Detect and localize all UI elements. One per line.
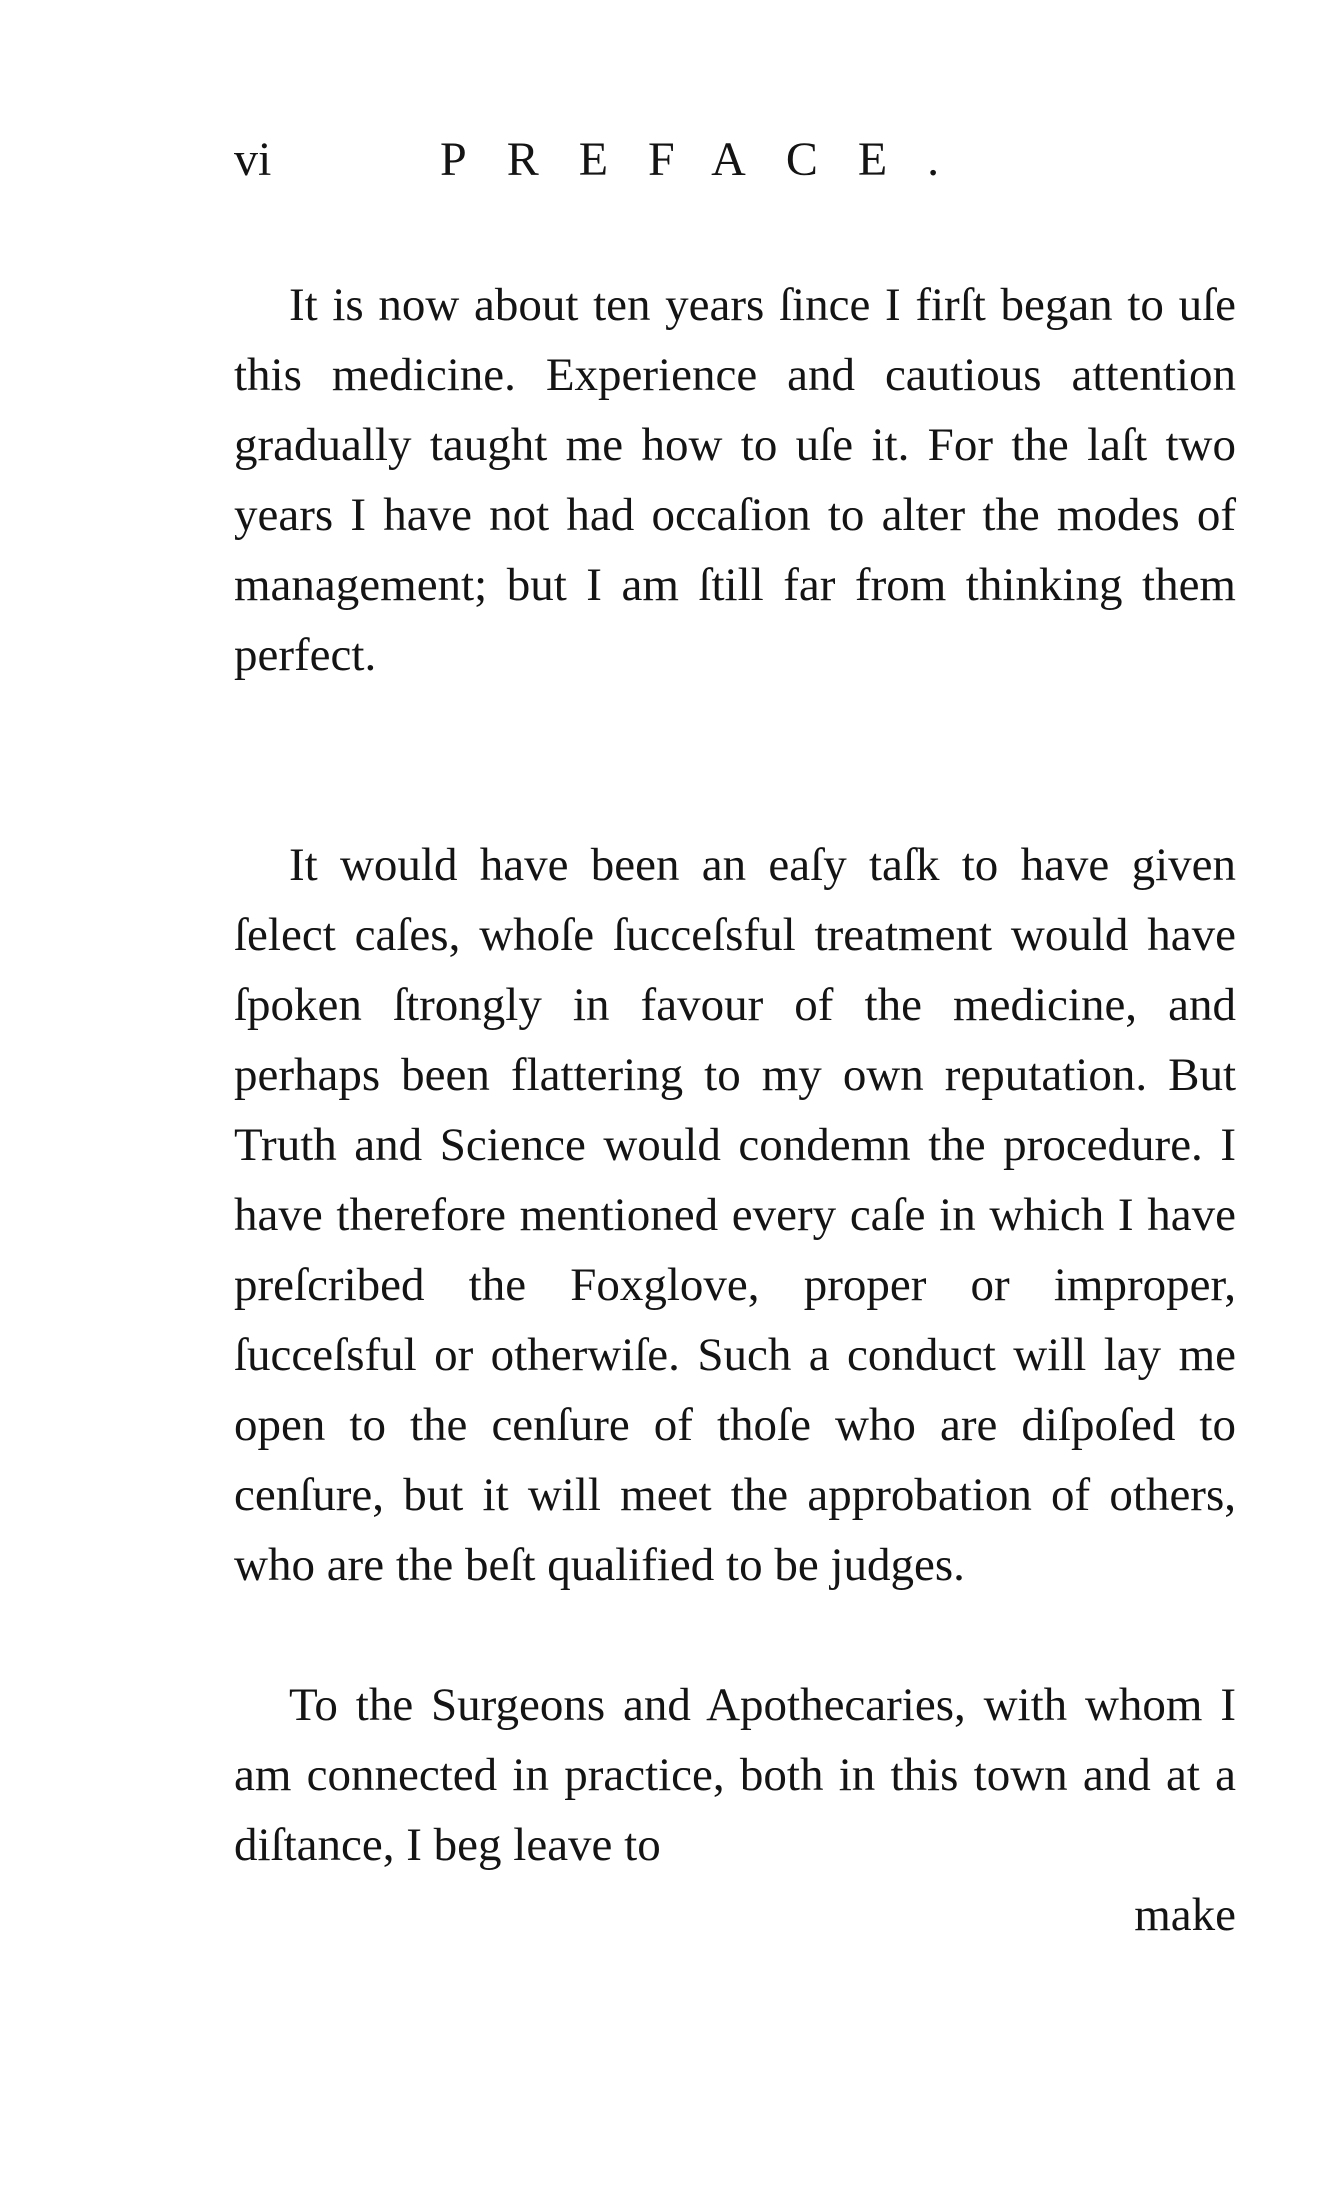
paragraph-2: It would have been an eaſy taſk to have given ſelect caſes, whoſe ſucceſsful treatment would have ſpoken ſtrongly in favour of the medicine, and perhaps been flattering to my own reputation. But Truth and Science would condemn the procedure. I have therefore mentioned every caſe in which I have preſcribed the Foxglove, proper or improper, ſucceſsful or otherwiſe. Such a conduct will lay me open to the cenſure of thoſe who are diſpoſed to cenſure, but it will meet the approbation of others, who are the beſt qualified to be judges.	[234, 839, 1236, 1591]
page-header	[234, 130, 1054, 190]
body-text	[234, 270, 1236, 1950]
catchword-line	[234, 1880, 1236, 1950]
running-title: PREFACE.	[440, 133, 980, 186]
paragraph-3: To the Surgeons and Apothecaries, with whom I am connected in practice, both in this town and at a diſtance, I beg leave to	[234, 1679, 1236, 1871]
paragraph-1: It is now about ten years ſince I firſt began to uſe this medicine. Experience and cautious attention gradually taught me how to uſe it. For the laſt two years I have not had occaſion to alter the modes of management; but I am ſtill far from thinking them perfect.	[234, 279, 1236, 681]
page-number: vi	[234, 133, 272, 186]
catchword: make	[1134, 1889, 1236, 1941]
